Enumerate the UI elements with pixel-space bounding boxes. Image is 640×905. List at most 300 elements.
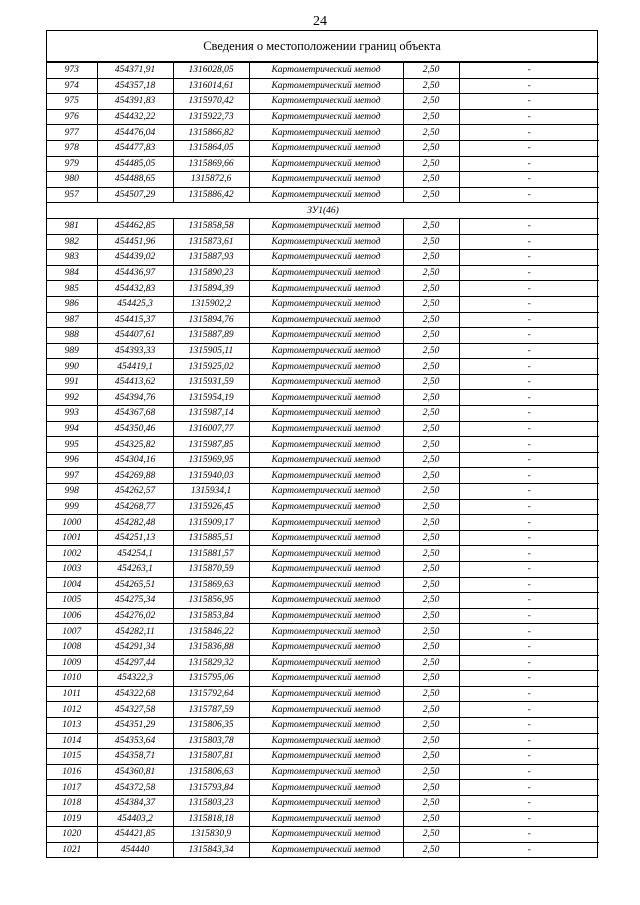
y-coordinate-cell: 1315787,59 [173, 702, 249, 718]
method-cell: Картометрический метод [249, 452, 403, 468]
accuracy-cell: 2,50 [403, 78, 459, 94]
x-coordinate-cell: 454304,16 [97, 452, 173, 468]
accuracy-cell: 2,50 [403, 281, 459, 297]
accuracy-cell: 2,50 [403, 655, 459, 671]
description-cell: - [459, 484, 599, 500]
y-coordinate-cell: 1315934,1 [173, 484, 249, 500]
point-number-cell: 983 [47, 250, 97, 266]
method-cell: Картометрический метод [249, 749, 403, 765]
method-cell: Картометрический метод [249, 374, 403, 390]
y-coordinate-cell: 1315885,51 [173, 530, 249, 546]
accuracy-cell: 2,50 [403, 608, 459, 624]
x-coordinate-cell: 454391,83 [97, 94, 173, 110]
y-coordinate-cell: 1315872,6 [173, 172, 249, 188]
x-coordinate-cell: 454322,68 [97, 686, 173, 702]
accuracy-cell: 2,50 [403, 390, 459, 406]
accuracy-cell: 2,50 [403, 218, 459, 234]
point-number-cell: 984 [47, 265, 97, 281]
y-coordinate-cell: 1315969,95 [173, 452, 249, 468]
description-cell: - [459, 624, 599, 640]
table-row [47, 437, 599, 453]
method-cell: Картометрический метод [249, 187, 403, 203]
table-row [47, 702, 599, 718]
y-coordinate-cell: 1316007,77 [173, 421, 249, 437]
description-cell: - [459, 140, 599, 156]
description-cell: - [459, 78, 599, 94]
table-row [47, 78, 599, 94]
point-number-cell: 975 [47, 94, 97, 110]
point-number-cell: 977 [47, 125, 97, 141]
method-cell: Картометрический метод [249, 717, 403, 733]
accuracy-cell: 2,50 [403, 63, 459, 79]
table-row [47, 296, 599, 312]
y-coordinate-cell: 1315803,78 [173, 733, 249, 749]
point-number-cell: 998 [47, 484, 97, 500]
accuracy-cell: 2,50 [403, 343, 459, 359]
table-title: Сведения о местоположении границ объекта [47, 31, 597, 62]
point-number-cell: 994 [47, 421, 97, 437]
description-cell: - [459, 608, 599, 624]
x-coordinate-cell: 454462,85 [97, 218, 173, 234]
x-coordinate-cell: 454367,68 [97, 406, 173, 422]
y-coordinate-cell: 1315970,42 [173, 94, 249, 110]
accuracy-cell: 2,50 [403, 109, 459, 125]
description-cell: - [459, 406, 599, 422]
accuracy-cell: 2,50 [403, 827, 459, 843]
boundary-table-sheet [46, 30, 598, 858]
accuracy-cell: 2,50 [403, 374, 459, 390]
description-cell: - [459, 827, 599, 843]
y-coordinate-cell: 1315818,18 [173, 811, 249, 827]
description-cell: - [459, 468, 599, 484]
table-row [47, 452, 599, 468]
accuracy-cell: 2,50 [403, 140, 459, 156]
description-cell: - [459, 63, 599, 79]
accuracy-cell: 2,50 [403, 624, 459, 640]
point-number-cell: 1012 [47, 702, 97, 718]
accuracy-cell: 2,50 [403, 125, 459, 141]
method-cell: Картометрический метод [249, 562, 403, 578]
point-number-cell: 1003 [47, 562, 97, 578]
description-cell: - [459, 562, 599, 578]
table-row [47, 593, 599, 609]
table-row [47, 374, 599, 390]
x-coordinate-cell: 454488,65 [97, 172, 173, 188]
description-cell: - [459, 764, 599, 780]
description-cell: - [459, 749, 599, 765]
y-coordinate-cell: 1315886,42 [173, 187, 249, 203]
accuracy-cell: 2,50 [403, 312, 459, 328]
accuracy-cell: 2,50 [403, 437, 459, 453]
method-cell: Картометрический метод [249, 437, 403, 453]
x-coordinate-cell: 454436,97 [97, 265, 173, 281]
y-coordinate-cell: 1315909,17 [173, 515, 249, 531]
x-coordinate-cell: 454372,58 [97, 780, 173, 796]
point-number-cell: 1020 [47, 827, 97, 843]
accuracy-cell: 2,50 [403, 156, 459, 172]
description-cell: - [459, 437, 599, 453]
description-cell: - [459, 655, 599, 671]
y-coordinate-cell: 1315843,34 [173, 842, 249, 857]
table-row [47, 608, 599, 624]
x-coordinate-cell: 454269,88 [97, 468, 173, 484]
description-cell: - [459, 452, 599, 468]
method-cell: Картометрический метод [249, 639, 403, 655]
y-coordinate-cell: 1315853,84 [173, 608, 249, 624]
x-coordinate-cell: 454282,11 [97, 624, 173, 640]
x-coordinate-cell: 454393,33 [97, 343, 173, 359]
y-coordinate-cell: 1315905,11 [173, 343, 249, 359]
point-number-cell: 982 [47, 234, 97, 250]
point-number-cell: 1000 [47, 515, 97, 531]
y-coordinate-cell: 1315806,35 [173, 717, 249, 733]
page-number: 24 [313, 14, 327, 29]
point-number-cell: 1017 [47, 780, 97, 796]
point-number-cell: 997 [47, 468, 97, 484]
y-coordinate-cell: 1316028,05 [173, 63, 249, 79]
table-row [47, 671, 599, 687]
table-row [47, 499, 599, 515]
method-cell: Картометрический метод [249, 624, 403, 640]
method-cell: Картометрический метод [249, 421, 403, 437]
x-coordinate-cell: 454360,81 [97, 764, 173, 780]
point-number-cell: 1013 [47, 717, 97, 733]
table-row [47, 125, 599, 141]
y-coordinate-cell: 1315792,64 [173, 686, 249, 702]
table-row [47, 140, 599, 156]
description-cell: - [459, 218, 599, 234]
point-number-cell: 991 [47, 374, 97, 390]
accuracy-cell: 2,50 [403, 546, 459, 562]
method-cell: Картометрический метод [249, 125, 403, 141]
y-coordinate-cell: 1315858,58 [173, 218, 249, 234]
accuracy-cell: 2,50 [403, 702, 459, 718]
x-coordinate-cell: 454421,85 [97, 827, 173, 843]
description-cell: - [459, 842, 599, 857]
point-number-cell: 1019 [47, 811, 97, 827]
accuracy-cell: 2,50 [403, 94, 459, 110]
table-row [47, 530, 599, 546]
y-coordinate-cell: 1315987,85 [173, 437, 249, 453]
method-cell: Картометрический метод [249, 406, 403, 422]
description-cell: - [459, 156, 599, 172]
accuracy-cell: 2,50 [403, 733, 459, 749]
point-number-cell: 999 [47, 499, 97, 515]
method-cell: Картометрический метод [249, 250, 403, 266]
y-coordinate-cell: 1315830,9 [173, 827, 249, 843]
y-coordinate-cell: 1315806,63 [173, 764, 249, 780]
description-cell: - [459, 234, 599, 250]
description-cell: - [459, 546, 599, 562]
y-coordinate-cell: 1315873,61 [173, 234, 249, 250]
method-cell: Картометрический метод [249, 827, 403, 843]
point-number-cell: 1006 [47, 608, 97, 624]
x-coordinate-cell: 454415,37 [97, 312, 173, 328]
accuracy-cell: 2,50 [403, 749, 459, 765]
accuracy-cell: 2,50 [403, 452, 459, 468]
x-coordinate-cell: 454394,76 [97, 390, 173, 406]
x-coordinate-cell: 454476,04 [97, 125, 173, 141]
y-coordinate-cell: 1315926,45 [173, 499, 249, 515]
point-number-cell: 1002 [47, 546, 97, 562]
x-coordinate-cell: 454439,02 [97, 250, 173, 266]
method-cell: Картометрический метод [249, 499, 403, 515]
point-number-cell: 1010 [47, 671, 97, 687]
x-coordinate-cell: 454275,34 [97, 593, 173, 609]
method-cell: Картометрический метод [249, 608, 403, 624]
point-number-cell: 993 [47, 406, 97, 422]
description-cell: - [459, 577, 599, 593]
point-number-cell: 1008 [47, 639, 97, 655]
point-number-cell: 981 [47, 218, 97, 234]
y-coordinate-cell: 1315894,39 [173, 281, 249, 297]
x-coordinate-cell: 454358,71 [97, 749, 173, 765]
description-cell: - [459, 639, 599, 655]
method-cell: Картометрический метод [249, 795, 403, 811]
description-cell: - [459, 515, 599, 531]
method-cell: Картометрический метод [249, 94, 403, 110]
x-coordinate-cell: 454403,2 [97, 811, 173, 827]
description-cell: - [459, 328, 599, 344]
method-cell: Картометрический метод [249, 577, 403, 593]
description-cell: - [459, 530, 599, 546]
accuracy-cell: 2,50 [403, 421, 459, 437]
accuracy-cell: 2,50 [403, 359, 459, 375]
method-cell: Картометрический метод [249, 655, 403, 671]
accuracy-cell: 2,50 [403, 265, 459, 281]
description-cell: - [459, 125, 599, 141]
description-cell: - [459, 593, 599, 609]
x-coordinate-cell: 454268,77 [97, 499, 173, 515]
point-number-cell: 1018 [47, 795, 97, 811]
description-cell: - [459, 421, 599, 437]
description-cell: - [459, 374, 599, 390]
point-number-cell: 978 [47, 140, 97, 156]
x-coordinate-cell: 454507,29 [97, 187, 173, 203]
table-row [47, 827, 599, 843]
table-row [47, 172, 599, 188]
method-cell: Картометрический метод [249, 265, 403, 281]
point-number-cell: 974 [47, 78, 97, 94]
description-cell: - [459, 499, 599, 515]
table-row [47, 639, 599, 655]
description-cell: - [459, 312, 599, 328]
accuracy-cell: 2,50 [403, 593, 459, 609]
accuracy-cell: 2,50 [403, 515, 459, 531]
y-coordinate-cell: 1315856,95 [173, 593, 249, 609]
accuracy-cell: 2,50 [403, 811, 459, 827]
x-coordinate-cell: 454371,91 [97, 63, 173, 79]
y-coordinate-cell: 1315870,59 [173, 562, 249, 578]
description-cell: - [459, 717, 599, 733]
description-cell: - [459, 109, 599, 125]
x-coordinate-cell: 454451,96 [97, 234, 173, 250]
table-row [47, 624, 599, 640]
y-coordinate-cell: 1315902,2 [173, 296, 249, 312]
y-coordinate-cell: 1315829,32 [173, 655, 249, 671]
method-cell: Картометрический метод [249, 234, 403, 250]
table-row [47, 764, 599, 780]
x-coordinate-cell: 454325,82 [97, 437, 173, 453]
point-number-cell: 1007 [47, 624, 97, 640]
y-coordinate-cell: 1316014,61 [173, 78, 249, 94]
x-coordinate-cell: 454282,48 [97, 515, 173, 531]
description-cell: - [459, 671, 599, 687]
x-coordinate-cell: 454413,62 [97, 374, 173, 390]
table-row [47, 390, 599, 406]
method-cell: Картометрический метод [249, 343, 403, 359]
point-number-cell: 957 [47, 187, 97, 203]
y-coordinate-cell: 1315925,02 [173, 359, 249, 375]
x-coordinate-cell: 454384,37 [97, 795, 173, 811]
x-coordinate-cell: 454432,22 [97, 109, 173, 125]
method-cell: Картометрический метод [249, 296, 403, 312]
accuracy-cell: 2,50 [403, 250, 459, 266]
y-coordinate-cell: 1315864,05 [173, 140, 249, 156]
method-cell: Картометрический метод [249, 328, 403, 344]
point-number-cell: 989 [47, 343, 97, 359]
method-cell: Картометрический метод [249, 842, 403, 857]
table-row [47, 250, 599, 266]
table-row [47, 842, 599, 857]
section-label: ЗУ1(46) [47, 203, 599, 219]
y-coordinate-cell: 1315869,63 [173, 577, 249, 593]
description-cell: - [459, 359, 599, 375]
x-coordinate-cell: 454263,1 [97, 562, 173, 578]
y-coordinate-cell: 1315890,23 [173, 265, 249, 281]
table-row [47, 265, 599, 281]
accuracy-cell: 2,50 [403, 842, 459, 857]
method-cell: Картометрический метод [249, 546, 403, 562]
point-number-cell: 990 [47, 359, 97, 375]
table-row [47, 484, 599, 500]
point-number-cell: 973 [47, 63, 97, 79]
y-coordinate-cell: 1315803,23 [173, 795, 249, 811]
description-cell: - [459, 250, 599, 266]
description-cell: - [459, 780, 599, 796]
table-row [47, 406, 599, 422]
y-coordinate-cell: 1315846,22 [173, 624, 249, 640]
y-coordinate-cell: 1315931,59 [173, 374, 249, 390]
y-coordinate-cell: 1315894,76 [173, 312, 249, 328]
y-coordinate-cell: 1315887,89 [173, 328, 249, 344]
accuracy-cell: 2,50 [403, 780, 459, 796]
table-row [47, 655, 599, 671]
method-cell: Картометрический метод [249, 218, 403, 234]
accuracy-cell: 2,50 [403, 172, 459, 188]
point-number-cell: 985 [47, 281, 97, 297]
x-coordinate-cell: 454291,34 [97, 639, 173, 655]
x-coordinate-cell: 454419,1 [97, 359, 173, 375]
table-row [47, 546, 599, 562]
accuracy-cell: 2,50 [403, 484, 459, 500]
accuracy-cell: 2,50 [403, 639, 459, 655]
x-coordinate-cell: 454322,3 [97, 671, 173, 687]
accuracy-cell: 2,50 [403, 577, 459, 593]
accuracy-cell: 2,50 [403, 234, 459, 250]
accuracy-cell: 2,50 [403, 764, 459, 780]
x-coordinate-cell: 454297,44 [97, 655, 173, 671]
y-coordinate-cell: 1315887,93 [173, 250, 249, 266]
x-coordinate-cell: 454327,58 [97, 702, 173, 718]
table-row [47, 312, 599, 328]
description-cell: - [459, 281, 599, 297]
method-cell: Картометрический метод [249, 515, 403, 531]
accuracy-cell: 2,50 [403, 686, 459, 702]
table-row [47, 686, 599, 702]
method-cell: Картометрический метод [249, 530, 403, 546]
y-coordinate-cell: 1315793,84 [173, 780, 249, 796]
method-cell: Картометрический метод [249, 593, 403, 609]
table-row [47, 281, 599, 297]
accuracy-cell: 2,50 [403, 530, 459, 546]
description-cell: - [459, 795, 599, 811]
accuracy-cell: 2,50 [403, 499, 459, 515]
point-number-cell: 986 [47, 296, 97, 312]
point-number-cell: 1014 [47, 733, 97, 749]
method-cell: Картометрический метод [249, 156, 403, 172]
y-coordinate-cell: 1315881,57 [173, 546, 249, 562]
table-row [47, 733, 599, 749]
method-cell: Картометрический метод [249, 78, 403, 94]
y-coordinate-cell: 1315866,82 [173, 125, 249, 141]
method-cell: Картометрический метод [249, 671, 403, 687]
accuracy-cell: 2,50 [403, 717, 459, 733]
point-number-cell: 995 [47, 437, 97, 453]
x-coordinate-cell: 454407,61 [97, 328, 173, 344]
x-coordinate-cell: 454265,51 [97, 577, 173, 593]
accuracy-cell: 2,50 [403, 795, 459, 811]
table-row [47, 577, 599, 593]
method-cell: Картометрический метод [249, 733, 403, 749]
table-row [47, 109, 599, 125]
table-row [47, 63, 599, 79]
table-row [47, 749, 599, 765]
description-cell: - [459, 265, 599, 281]
y-coordinate-cell: 1315940,03 [173, 468, 249, 484]
table-row [47, 468, 599, 484]
accuracy-cell: 2,50 [403, 187, 459, 203]
method-cell: Картометрический метод [249, 390, 403, 406]
table-row [47, 94, 599, 110]
method-cell: Картометрический метод [249, 702, 403, 718]
accuracy-cell: 2,50 [403, 562, 459, 578]
table-row [47, 343, 599, 359]
x-coordinate-cell: 454477,83 [97, 140, 173, 156]
x-coordinate-cell: 454425,3 [97, 296, 173, 312]
point-number-cell: 1004 [47, 577, 97, 593]
point-number-cell: 979 [47, 156, 97, 172]
point-number-cell: 988 [47, 328, 97, 344]
accuracy-cell: 2,50 [403, 406, 459, 422]
point-number-cell: 1001 [47, 530, 97, 546]
accuracy-cell: 2,50 [403, 468, 459, 484]
table-row [47, 187, 599, 203]
table-row [47, 562, 599, 578]
point-number-cell: 987 [47, 312, 97, 328]
method-cell: Картометрический метод [249, 811, 403, 827]
method-cell: Картометрический метод [249, 359, 403, 375]
y-coordinate-cell: 1315869,66 [173, 156, 249, 172]
x-coordinate-cell: 454357,18 [97, 78, 173, 94]
description-cell: - [459, 686, 599, 702]
description-cell: - [459, 702, 599, 718]
section-row [47, 203, 599, 219]
x-coordinate-cell: 454254,1 [97, 546, 173, 562]
table-row [47, 780, 599, 796]
description-cell: - [459, 811, 599, 827]
method-cell: Картометрический метод [249, 764, 403, 780]
